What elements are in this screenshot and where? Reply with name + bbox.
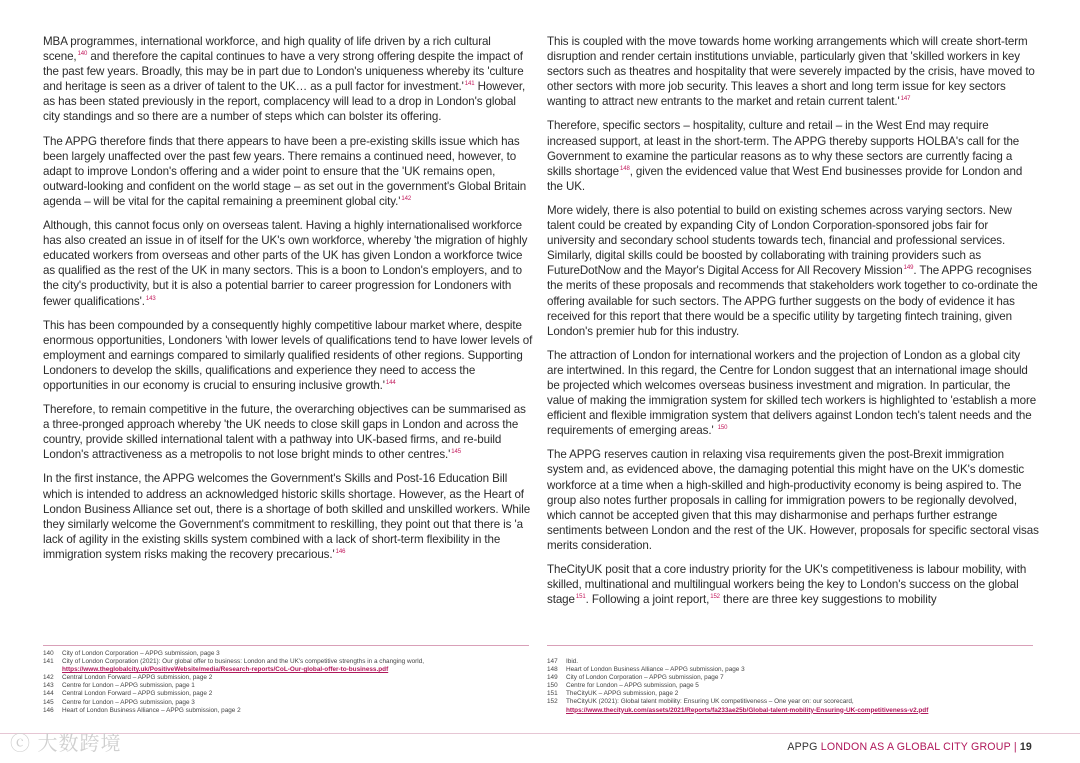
footnote-link[interactable]: https://www.theglobalcity.uk/PositiveWebsite/media/Research-reports/CoL-Our-global-offer-to-business.pdf [62, 666, 389, 674]
watermark: ⓒ 大数跨境 [10, 733, 122, 755]
footnote: 148 Heart of London Business Alliance – APPG submission, page 3 [547, 666, 745, 674]
footnote: 151 TheCityUK – APPG submission, page 2 [547, 690, 679, 698]
footnote: 152 TheCityUK (2021): Global talent mobility: Ensuring UK competitiveness – One year on: our scorecard, https://www.thecityuk.com/assets/2021/Reports/fa233ae25b/Global-talent-mobility-Ensuring-UK-competitiveness-v2.pdf [547, 698, 929, 714]
footnote: 150 Centre for London – APPG submission, page 5 [547, 682, 699, 690]
paragraph: Therefore, specific sectors – hospitality, culture and retail – in the West End may require increased support, at least in the short-term. The APPG thereby supports HOLBA's call for the Government to examine the particular reasons as to why these sectors are currently facing a skills shortage$^{148}$, given the evidenced value that West End businesses provide for London and the UK. [547, 119, 1023, 193]
footnote-ref[interactable]: 146 [335, 548, 346, 555]
footnote-ref[interactable]: 143 [145, 295, 156, 302]
footer-separator: | [1013, 741, 1017, 753]
footnote: 140 City of London Corporation – APPG submission, page 3 [43, 650, 220, 657]
footnote-link[interactable]: https://www.thecityuk.com/assets/2021/Reports/fa233ae25b/Global-talent-mobility-Ensuring-UK-competitiveness-v2.pdf [566, 706, 929, 714]
paragraph: Therefore, to remain competitive in the future, the overarching objectives can be summarised as a three-pronged approach whereby 'the UK needs to close skill gaps in London and across the country, provide skilled international talent with a pathway into UK-based firms, and re-build London's attractiveness as a metropolis to not lose bright minds to other $centres.'^{145}$ [43, 403, 526, 462]
footnote: 145 Centre for London – APPG submission, page 3 [43, 698, 195, 706]
footnote-ref[interactable]: 148 [619, 165, 630, 172]
footnote-ref[interactable]: 150 [717, 425, 728, 432]
paragraph: In the first instance, the APPG welcomes the Government's Skills and Post-16 Education Bill which is intended to address an acknowledged historic skills shortage. However, as the Heart of London Business Alliance set out, there is a shortage of both skilled and unskilled workers. While they similarly welcome the Government's commitment to reskilling, they point out that there is 'a lack of agility in the existing skills system combined with a lack of short-term flexibility in the immigration system risks making the recovery $precarious.'^{146}$ [43, 472, 531, 561]
paragraph: The APPG therefore finds that there appears to have been a pre-existing skills issue which has been largely unaffected over the past few years. There remains a continued need, however, to adapt to improve London's offering and a wider point to ensure that the 'UK remains open, outward-looking and confident on the world stage – as set out in the government's Global Britain agenda – will be vital for the capital remaining a preeminent global $city.'^{142}$ [43, 134, 527, 208]
footnote: 143 Centre for London – APPG submission, page 1 [43, 682, 195, 690]
paragraph: TheCityUK posit that a core industry priority for the UK's competitiveness is labour mobility, with skilled, multinational and multilingual workers being the key to London's success on the global stage$^{151}$. Following a joint report,$^{152}$ there are three key suggestions to mobility [547, 563, 1027, 607]
footer-appg: APPG [787, 741, 818, 753]
paragraph: Although, this cannot focus only on overseas talent. Having a highly internationalised workforce has also created an issue in of itself for the UK's own workforce, whereby 'the migration of highly educated workers from overseas and other parts of the UK has given London a workforce twice as qualified as the rest of the UK in many sectors. This is a boon to London's employers, and to the city's productivity, but it is also a potential barrier to career progression for Londoners with fewer qualifications'.$^{143}$ [43, 219, 528, 308]
left-column [43, 34, 535, 571]
footnote-divider [43, 645, 529, 646]
paragraph: The attraction of London for international workers and the projection of London as a global city are intertwined. In this regard, the Centre for London suggest that an international image should be projected which welcomes overseas business investment and migration. In particular, the value of making the immigration system for skilled tech workers is highlighted to 'establish a more efficient and flexible immigration system that delivers against London tech's talent needs and the requirements of emerging areas.' $^{150}$ [547, 348, 1037, 438]
footnote: 141 City of London Corporation (2021): Our global offer to business: London and the UK's competitive strengths in a changing world, https://www.theglobalcity.uk/PositiveWebsite/media/Research-reports/CoL-Our-global-offer-to-business.pdf [43, 658, 425, 674]
page-footer [787, 741, 1032, 753]
footnotes-right [547, 658, 1037, 715]
footnote-ref[interactable]: 152 [710, 594, 720, 601]
footnote-ref[interactable]: 144 [385, 379, 396, 386]
right-column [547, 34, 1039, 616]
footnote-ref[interactable]: 141 [464, 81, 475, 88]
paragraph: More widely, there is also potential to build on existing schemes across varying sectors. New talent could be created by expanding City of London Corporation-sponsored jobs fair for university and secondary school students towards tech, financial and professional services. Similarly, digital skills could be boosted by collaborating with training providers such as FutureDotNow and the Mayor's Digital Access for All Recovery Mission$^{149}$. The APPG recognises the merits of these proposals and recommends that stakeholders work together to co-ordinate the offering available for such sectors. The APPG further suggests on the body of evidence it has received for this report that there would be a specific utility by targeting fintech training, given London's premier hub for this industry. [547, 203, 1038, 338]
footer-group-name: LONDON AS A GLOBAL CITY GROUP [820, 741, 1011, 753]
footnotes-left [43, 650, 533, 715]
footnote-ref[interactable]: 149 [903, 265, 914, 272]
footnote-ref[interactable]: 147 [900, 96, 911, 103]
footnote-ref[interactable]: 140 [77, 51, 88, 58]
footnote-ref[interactable]: 142 [401, 195, 412, 202]
paragraph: This is coupled with the move towards home working arrangements which will create short-term disruption and render certain institutions unviable, particularly given that 'skilled workers in key sectors such as theatres and hospitality that were severely impacted by the crisis, have moved to other sectors with more job security. This leaves a short and long term issue for key sectors wanting to attract new entrants to the market and retain current $talent.'^{147}$ [547, 35, 1035, 109]
footnote-ref[interactable]: 145 [451, 449, 461, 456]
footnote: 146 Heart of London Business Alliance – APPG submission, page 2 [43, 706, 241, 714]
paragraph: MBA programmes, international workforce, and high quality of life driven by a rich cultural scene,$^{140}$ and therefore the capital continues to have a very strong offering despite the impact of the past few years. Broadly, this may be in part due to London's uniqueness whereby its 'culture and heritage is seen as a driver of talent to the UK… as a pull factor for $investment.'^{141}$ However, as has been stated previously in the report, complacency will lead to a drop in London's global city standings and so there are a number of steps which can bolster its offering. [43, 35, 526, 124]
footnote: 142 Central London Forward – APPG submission, page 2 [43, 674, 213, 682]
paragraph: This has been compounded by a consequently highly competitive labour market where, despite enormous opportunities, Londoners 'with lower levels of qualifications tend to have lower levels of employment and earnings compared to similarly qualified residents of other regions. Supporting Londoners to develop the skills, qualifications and experience they need to access the opportunities in our economy is crucial to ensuring inclusive $growth.'^{144}$ [43, 318, 533, 392]
footnote: 149 City of London Corporation – APPG submission, page 7 [547, 674, 724, 682]
footnote: 144 Central London Forward – APPG submission, page 2 [43, 690, 213, 698]
footnote-ref[interactable]: 151 [575, 594, 586, 601]
footnote-divider [547, 645, 1033, 646]
page-number: 19 [1019, 741, 1032, 753]
footnote: 147 Ibid. [547, 658, 579, 665]
footer-divider [0, 733, 1080, 734]
paragraph: The APPG reserves caution in relaxing visa requirements given the post-Brexit immigration system and, as evidenced above, the damaging potential this might have on the UK's domestic workforce at a time when a high-skilled and high-productivity economy is being aspired to. The group also notes further proposals in calling for immigration powers to be regionally devolved, which cannot be accepted given that this may disharmonise and perhaps further estrange sentiments between London and the rest of the UK. However, proposals for specific sectoral visas merits consideration. [547, 448, 1039, 552]
